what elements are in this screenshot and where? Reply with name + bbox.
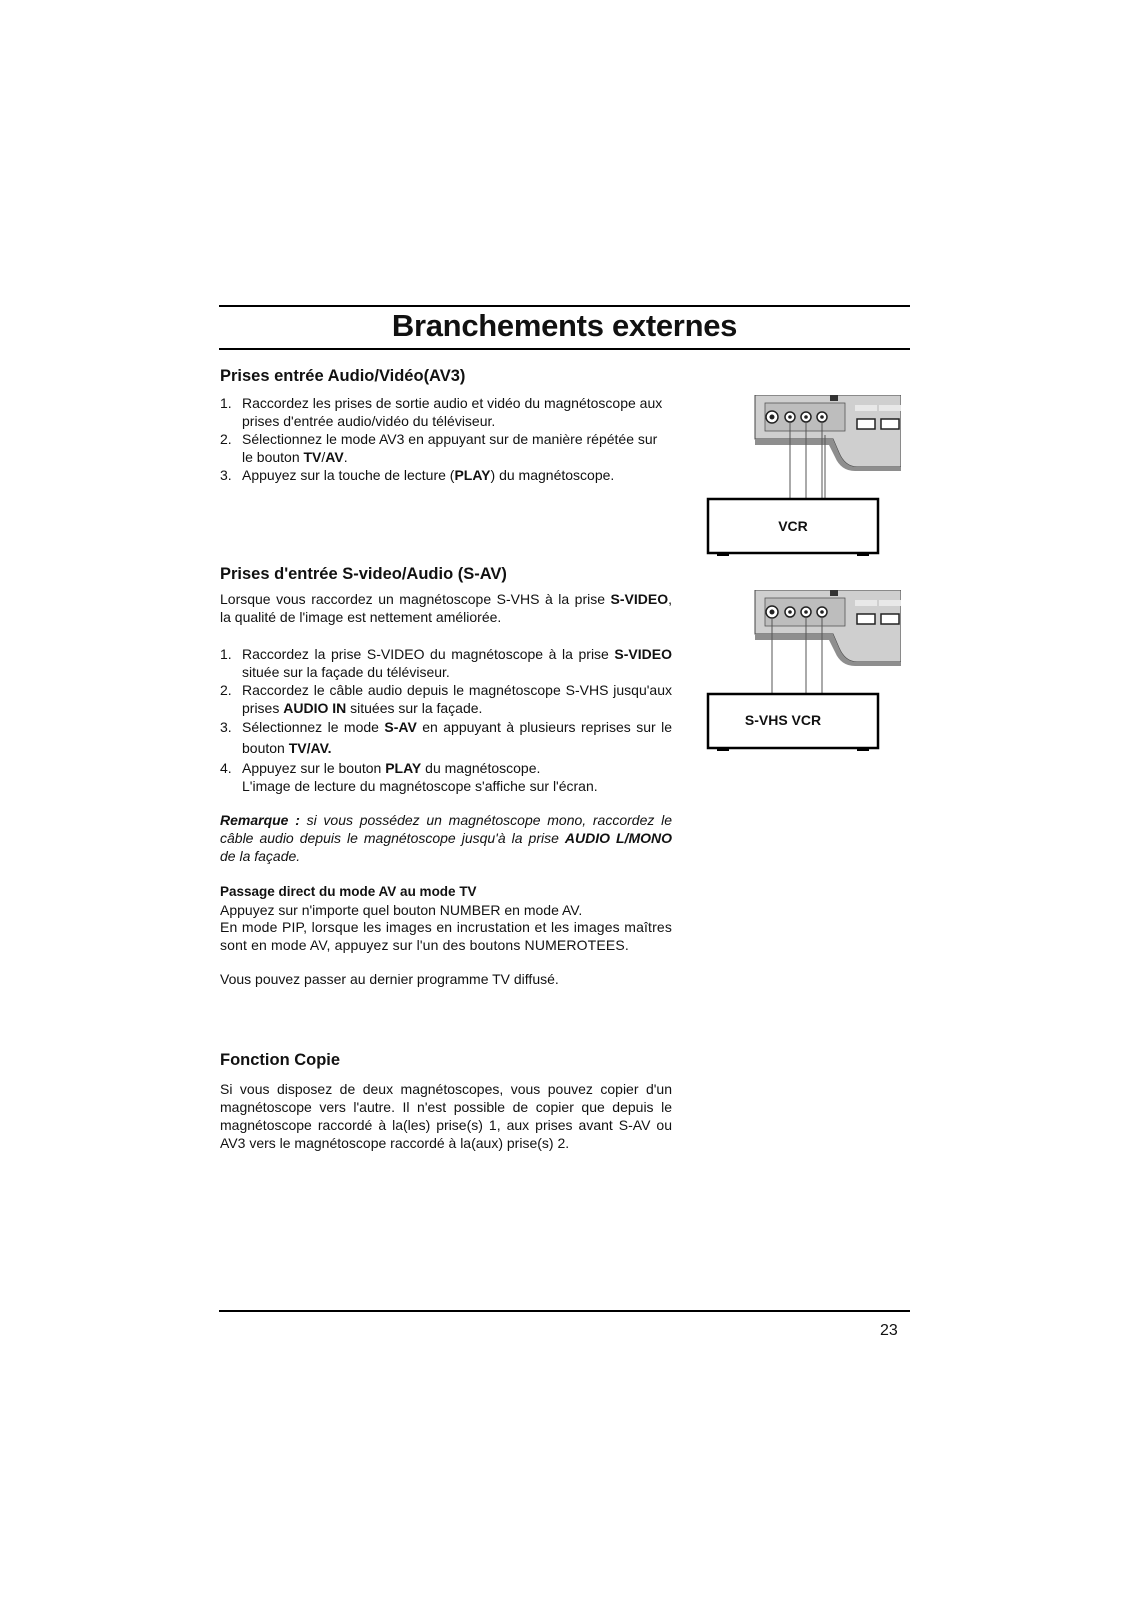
av-to-tv-paragraph: En mode PIP, lorsque les images en incrustation et les images maîtres sont en mode AV, appuyez sur l'un des boutons NUMEROTEES. (220, 919, 672, 953)
av3-instructions (220, 394, 672, 484)
list-item: 1. Raccordez les prises de sortie audio et vidéo du magnétoscope aux prises d'entrée audio/vidéo du téléviseur. (220, 395, 663, 429)
footer-rule (219, 1310, 910, 1312)
list-item: 2. Raccordez le câble audio depuis le magnétoscope S-VHS jusqu'aux prises AUDIO IN situées sur la façade. (220, 682, 672, 716)
section-heading-copy: Fonction Copie (220, 1051, 341, 1069)
title-rule-top (219, 305, 910, 307)
sav-note: Remarque : si vous possédez un magnétoscope mono, raccordez le câble audio depuis le magnétoscope jusqu'à la prise AUDIO L/MONO de la façade. (220, 812, 672, 864)
subheading-av-to-tv: Passage direct du mode AV au mode TV (220, 884, 477, 899)
title-rule-bottom (219, 348, 910, 350)
copy-paragraph: Si vous disposez de deux magnétoscopes, vous pouvez copier d'un magnétoscope vers l'autre. Il n'est possible de copier que depuis le magnétoscope raccordé à la(les) prise(s) 1, aux prises avant S-AV ou AV3 vers le magnétoscope raccordé à la(aux) prise(s) 2. (220, 1081, 672, 1151)
page-number: 23 (880, 1322, 898, 1339)
section-heading-av3: Prises entrée Audio/Vidéo(AV3) (220, 367, 466, 385)
sav-connection-diagram (705, 590, 901, 820)
sav-instructions (220, 645, 672, 795)
list-item: 2. Sélectionnez le mode AV3 en appuyant sur de manière répétée sur le bouton TV/AV. (220, 431, 658, 465)
sav-intro: Lorsque vous raccordez un magnétoscope S-VHS à la prise S-VIDEO, la qualité de l'image est nettement améliorée. (220, 591, 672, 625)
section-heading-sav: Prises d'entrée S-video/Audio (S-AV) (220, 565, 507, 583)
av-to-tv-line1: Appuyez sur n'importe quel bouton NUMBER en mode AV. (220, 902, 583, 918)
list-item: 4. Appuyez sur le bouton PLAY du magnétoscope. L'image de lecture du magnétoscope s'affiche sur l'écran. (220, 760, 598, 794)
av-to-tv-line3: Vous pouvez passer au dernier programme TV diffusé. (220, 971, 559, 987)
list-item: 3. Sélectionnez le mode S-AV en appuyant à plusieurs reprises sur le bouton TV/AV. (220, 719, 672, 756)
list-item: 3. Appuyez sur la touche de lecture (PLAY) du magnétoscope. (220, 467, 615, 483)
list-item: 1. Raccordez la prise S-VIDEO du magnétoscope à la prise S-VIDEO située sur la façade du téléviseur. (220, 646, 672, 680)
svhs-vcr-label: S-VHS VCR (744, 712, 822, 728)
page-title: Branchements externes (391, 308, 738, 343)
vcr-label: VCR (778, 518, 808, 534)
